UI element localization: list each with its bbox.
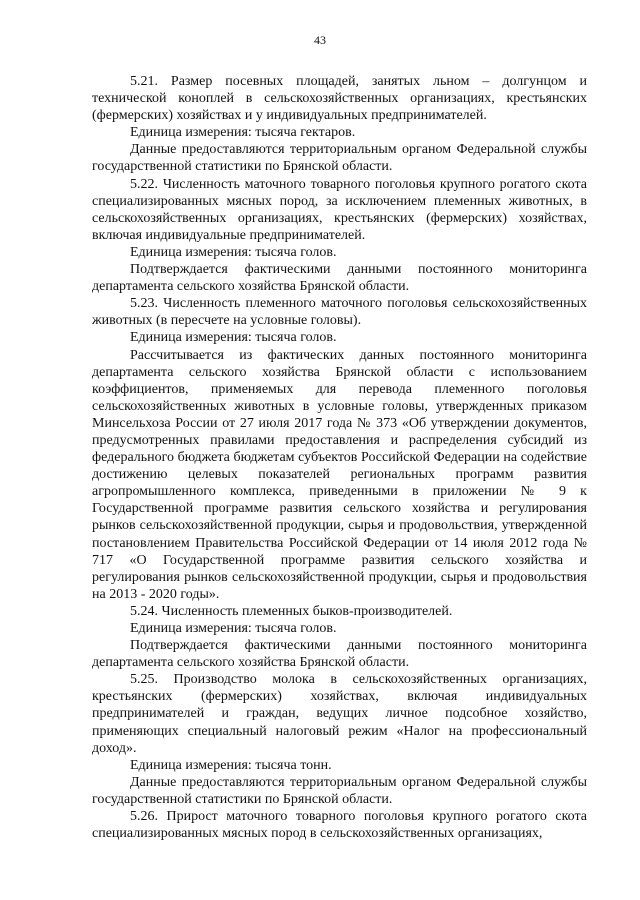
source-line: Подтверждается фактическими данными постоянного мониторинга департамента сельского хозяйства Брянской области. bbox=[92, 638, 587, 671]
unit-line: Единица измерения: тысяча голов. bbox=[130, 621, 337, 636]
source-line: Данные предоставляются территориальным органом Федеральной службы государственной статистики по Брянской области. bbox=[92, 142, 587, 175]
unit-line: Единица измерения: тысяча голов. bbox=[130, 244, 337, 260]
unit-line: Единица измерения: тысяча голов. bbox=[130, 330, 337, 346]
paragraph-5-25: 5.25. Производство молока в сельскохозяйственных организациях, крестьянских (фермерских) хозяйствах, включая индивидуальных предпринимателей и граждан, ведущих личное подсобное хозяйство, применяющих специальный налоговый режим «Налог на профессиональный доход». bbox=[92, 672, 587, 756]
paragraph-5-21: 5.21. Размер посевных площадей, занятых льном – долгунцом и технической коноплей в сельскохозяйственных организациях, крестьянских (фермерских) хозяйствах и у индивидуальных предпринимателей. bbox=[92, 74, 587, 124]
paragraph-5-24: 5.24. Численность племенных быков-производителей. bbox=[130, 603, 453, 619]
unit-line: Единица измерения: тысяча гектаров. bbox=[130, 125, 356, 141]
document-body bbox=[92, 73, 587, 842]
source-line: Подтверждается фактическими данными постоянного мониторинга департамента сельского хозяйства Брянской области. bbox=[92, 262, 587, 295]
page-number: 43 bbox=[314, 33, 326, 47]
source-line: Рассчитывается из фактических данных постоянного мониторинга департамента сельского хозяйства Брянской области с использованием коэффициентов, применяемых для перевода племенного поголовья сельскохозяйственных животных в условные головы, утвержденных приказом Минсельхоза России от 27 июля 2017 года № 373 «Об утверждении документов, предусмотренных правилами предоставления и распределения субсидий из федерального бюджета бюджетам субъектов Российской Федерации на содействие достижению целевых показателей региональных программ развития агропромышленного комплекса, приведенными в приложении № 9 к Государственной программе развития сельского хозяйства и регулирования рынков сельскохозяйственной продукции, сырья и продовольствия, утвержденной постановлением Правительства Российской Федерации от 14 июля 2012 года № 717 «О Государственной программе развития сельского хозяйства и регулирования рынков сельскохозяйственной продукции, сырья и продовольствия на 2013 - 2020 годы». bbox=[92, 347, 587, 602]
paragraph-5-26: 5.26. Прирост маточного товарного поголовья крупного рогатого скота специализированных мясных пород в сельскохозяйственных организациях, bbox=[92, 809, 587, 842]
unit-line: Единица измерения: тысяча тонн. bbox=[130, 757, 332, 773]
source-line: Данные предоставляются территориальным органом Федеральной службы государственной статистики по Брянской области. bbox=[92, 774, 587, 807]
paragraph-5-22: 5.22. Численность маточного товарного поголовья крупного рогатого скота специализированных мясных пород, за исключением племенных животных, в сельскохозяйственных организациях, крестьянских (фермерских) хозяйствах, включая индивидуальные предпринимателей. bbox=[92, 176, 587, 243]
paragraph-5-23: 5.23. Численность племенного маточного поголовья сельскохозяйственных животных (в пересчете на условные головы). bbox=[92, 296, 587, 329]
